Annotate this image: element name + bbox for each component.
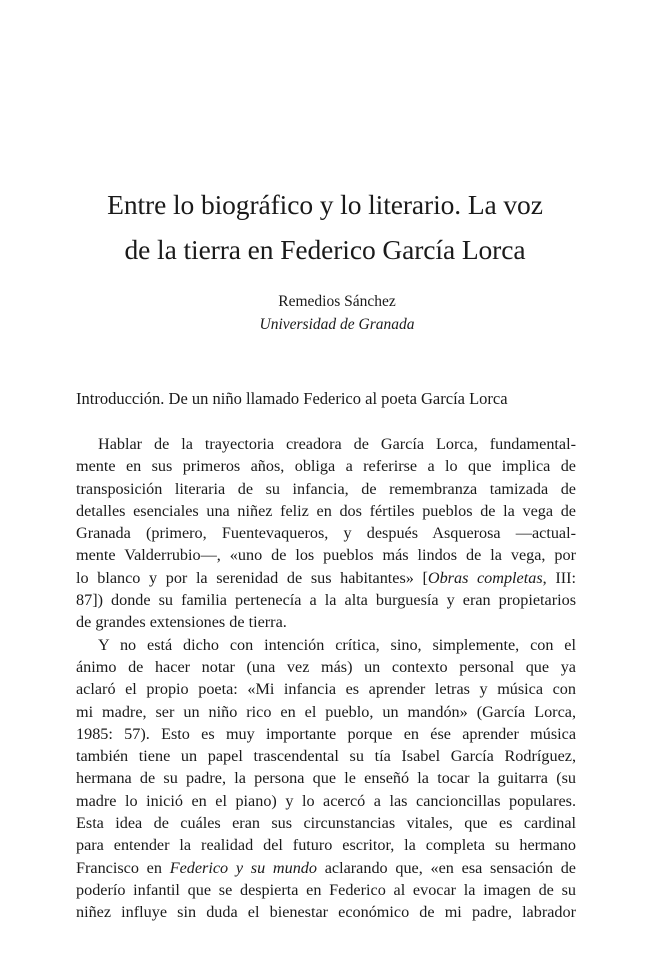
paragraph-line: mente en sus primeros años, obliga a referirse a lo que implica de [76,457,576,476]
paragraph-line: niñez influye sin duda el bienestar económico de mi padre, labrador [76,903,576,922]
paragraph-line: de grandes extensiones de tierra. [76,613,287,632]
author-name: Remedios Sánchez [278,293,396,310]
paragraph-line: Granada (primero, Fuentevaqueros, y después Asquerosa —actual- [76,524,576,543]
paragraph-line: 1985: 57). Esto es muy importante porque en ése aprender música [76,724,576,743]
paragraph-line: mente Valderrubio—, «uno de los pueblos más lindos de la vega, por [76,546,576,565]
paragraph-line: poderío infantil que se despierta en Federico al evocar la imagen de su [76,880,576,899]
article-title [40,182,610,272]
paragraph-text: aclarando que, «en esa sensación de [316,858,576,877]
paragraph-line: para entender la realidad del futuro escritor, la completa su hermano [76,836,576,855]
paragraph-line: madre lo inició en el piano) y lo acercó a las cancioncillas populares. [76,791,576,810]
paragraph-text: lo blanco y por la serenidad de sus habitantes» [ [76,568,428,587]
paragraph-text: Francisco en [76,858,170,877]
cited-work-title: Federico y su mundo [169,858,317,877]
paragraph-line: detalles esenciales una niñez feliz en dos fértiles pueblos de la vega de [76,501,576,520]
paragraph-line: hermana de su padre, la persona que le enseñó la tocar la guitarra (su [76,769,576,788]
paragraph-line: mi madre, ser un niño rico en el pueblo, un mandón» (García Lorca, [76,702,576,721]
paragraph-line: Esta idea de cuáles eran sus circunstancias vitales, que es cardinal [76,814,576,833]
paragraph-line: aclaró el propio poeta: «Mi infancia es aprender letras y música con [76,680,576,699]
paragraph-line [76,857,576,879]
paragraph-line: 87]) donde su familia pertenecía a la alta burguesía y eran propietarios [76,591,576,610]
paragraph-line: transposición literaria de su infancia, de remembranza tamizada de [76,479,576,498]
author-block [0,290,650,336]
cited-work-title: Obras completas [427,568,543,587]
paragraph-line [76,567,576,589]
section-heading: Introducción. De un niño llamado Federico al poeta García Lorca [76,389,508,408]
paragraph-line: también tiene un papel trascendental su tía Isabel García Rodríguez, [76,747,576,766]
author-affiliation: Universidad de Granada [259,316,415,333]
paragraph-line: Y no está dicho con intención crítica, sino, simplemente, con el [98,635,576,654]
body-text [76,433,576,924]
article-title-line-1: Entre lo biográfico y lo literario. La voz [107,189,543,220]
paragraph-text: , III: [542,568,576,587]
article-title-line-2: de la tierra en Federico García Lorca [124,234,526,265]
paragraph-line: Hablar de la trayectoria creadora de García Lorca, fundamental- [98,435,576,453]
paragraph-line: ánimo de hacer notar (una vez más) un contexto personal que ya [76,657,576,676]
